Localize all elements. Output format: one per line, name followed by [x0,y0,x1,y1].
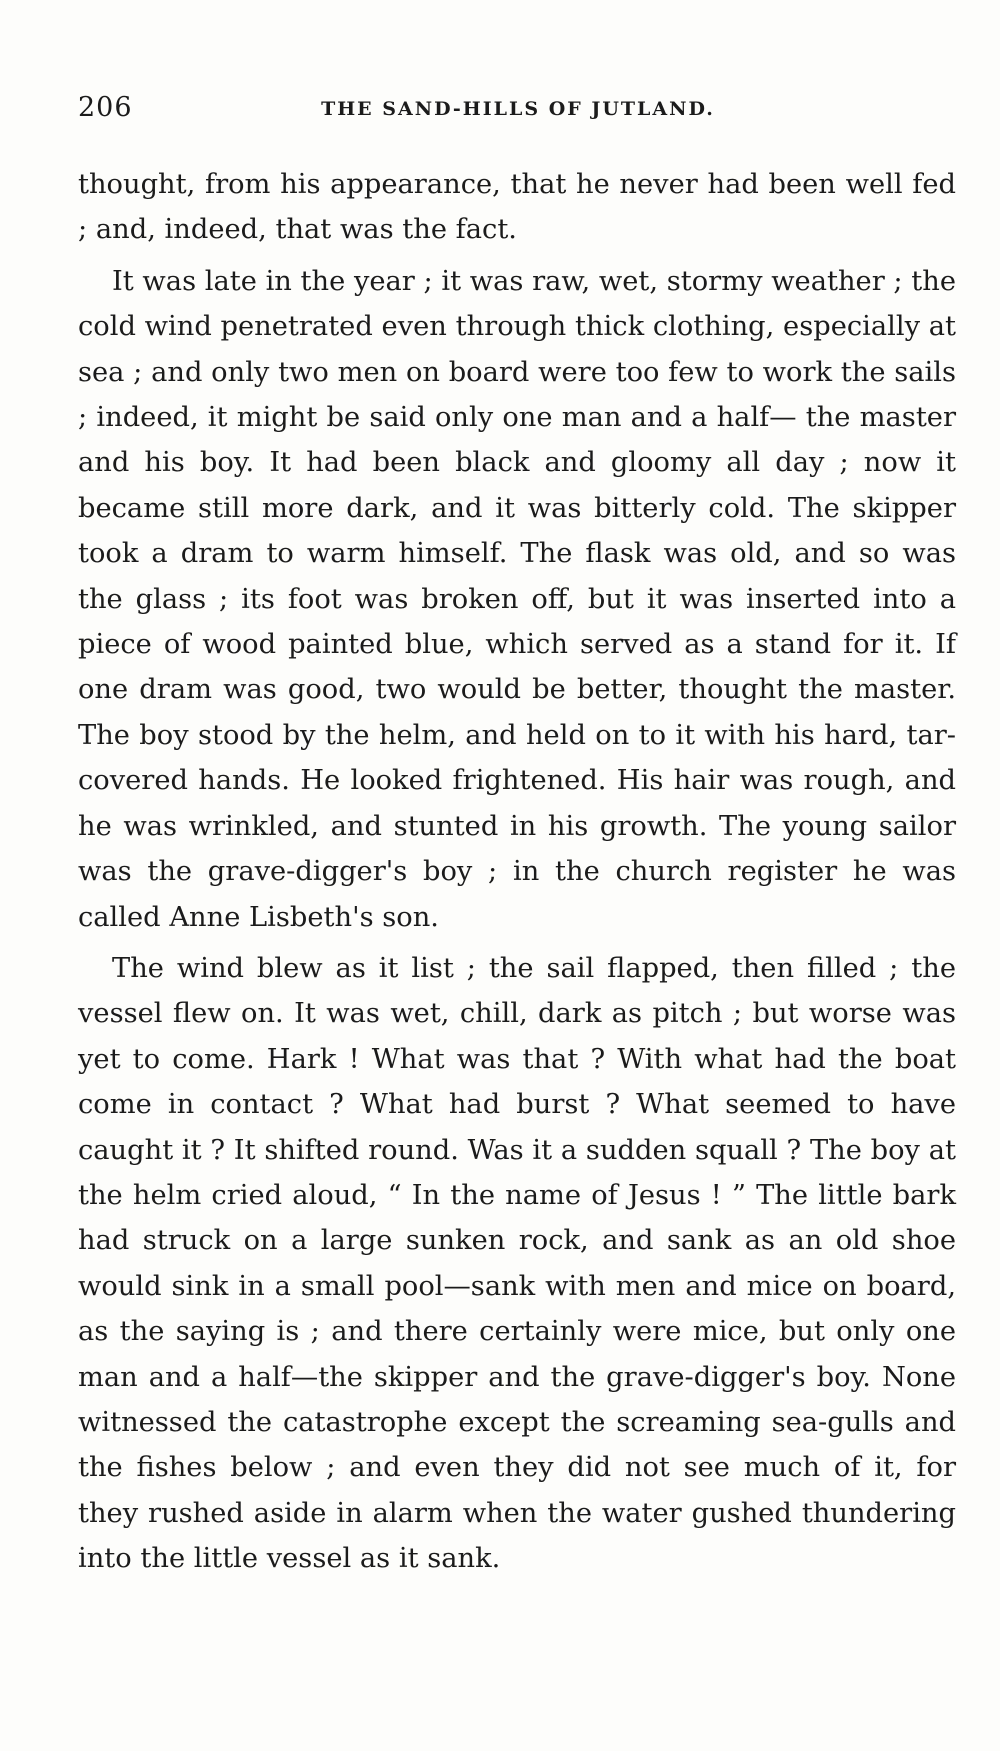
running-title: THE SAND-HILLS OF JUTLAND. [321,98,715,120]
page-number: 206 [78,92,133,123]
paragraph-continued: thought, from his appearance, that he never had been well fed ; and, indeed, that was the fact. [78,169,956,246]
page-header [78,92,958,132]
paragraph: It was late in the year ; it was raw, wet, stormy weather ; the cold wind penetrated even through thick clothing, especially at sea ; and only two men on board were too few to work the sails ; indeed, it might be said only one man and a half— the master and his boy. It had been black and gloomy all day ; now it became still more dark, and it was bitterly cold. The skipper took a dram to warm himself. The flask was old, and so was the glass ; its foot was broken off, but it was inserted into a piece of wood painted blue, which served as a stand for it. If one dram was good, two would be better, thought the master. The boy stood by the helm, and held on to it with his hard, tar-covered hands. He looked frightened. His hair was rough, and he was wrinkled, and stunted in his growth. The young sailor was the grave-digger's boy ; in the church register he was called Anne Lisbeth's son. [78,265,956,933]
body-text [78,162,956,1582]
paragraph: The wind blew as it list ; the sail flapped, then filled ; the vessel flew on. It was wet, chill, dark as pitch ; but worse was yet to come. Hark ! What was that ? With what had the boat come in contact ? What had burst ? What seemed to have caught it ? It shifted round. Was it a sudden squall ? The boy at the helm cried aloud, “ In the name of Jesus ! ” The little bark had struck on a large sunken rock, and sank as an old shoe would sink in a small pool—sank with men and mice on board, as the saying is ; and there certainly were mice, but only one man and a half—the skipper and the grave-digger's boy. None witnessed the catastrophe except the screaming sea-gulls and the fishes below ; and even they did not see much of it, for they rushed aside in alarm when the water gushed thundering into the little vessel as it sank. [78,952,956,1575]
